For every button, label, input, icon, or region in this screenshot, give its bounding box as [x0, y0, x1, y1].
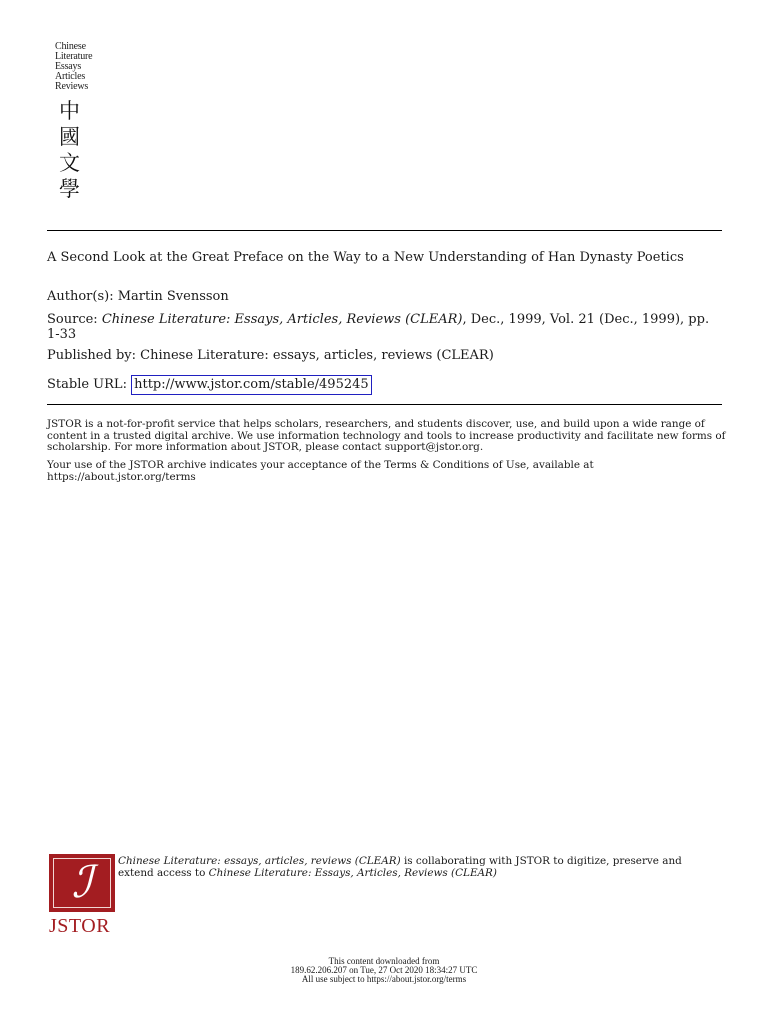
middle-divider [47, 404, 722, 405]
top-divider [47, 230, 722, 231]
publisher-name: Chinese Literature: essays, articles, reviews (CLEAR) [140, 348, 494, 363]
seal-characters [59, 98, 125, 202]
journal-logo-line: Chinese [55, 41, 86, 52]
collab-middle-text: is collaborating with JSTOR to digitize, preserve and extend access to [118, 855, 682, 879]
journal-logo-line: Literature [55, 51, 93, 62]
journal-logo-line: Essays [55, 61, 82, 72]
footer-line-3: All use subject to https://about.jstor.org/terms [301, 974, 467, 984]
journal-logo-line: Articles [55, 71, 86, 82]
download-footer [0, 957, 768, 984]
seal-char-zhong: 中 [59, 99, 80, 123]
footer-line-1: This content downloaded from [328, 956, 440, 966]
author-line [47, 289, 717, 304]
author-label: Author(s): [47, 289, 114, 304]
publisher-line [47, 348, 717, 363]
terms-notice: Your use of the JSTOR archive indicates your acceptance of the Terms & Conditions of Use, available at https://about.jstor.org/terms [47, 459, 594, 483]
jstor-mark-glyph: ℐ [71, 857, 93, 908]
jstor-mark-icon [49, 854, 115, 912]
stable-url-line [47, 375, 717, 395]
collab-journal-name: Chinese Literature: Essays, Articles, Reviews (CLEAR) [208, 866, 497, 879]
seal-char-guo: 國 [59, 125, 80, 149]
source-label: Source: [47, 312, 98, 327]
seal-char-wen: 文 [59, 151, 80, 175]
jstor-logo [49, 854, 115, 937]
article-title-text: A Second Look at the Great Preface on the Way to a New Understanding of Han Dynasty Poetics [47, 250, 684, 265]
collab-publisher-name: Chinese Literature: essays, articles, reviews (CLEAR) [118, 855, 401, 867]
author-name: Martin Svensson [117, 289, 229, 304]
source-line [47, 312, 717, 342]
seal-char-xue: 學 [59, 177, 80, 201]
source-details: , Dec., 1999, Vol. 21 (Dec., 1999), pp. 1-33 [47, 312, 710, 342]
footer-line-2: 189.62.206.207 on Tue, 27 Oct 2020 18:34:27 UTC [290, 965, 478, 975]
stable-url-link[interactable]: http://www.jstor.com/stable/495245 [131, 375, 372, 395]
jstor-about-notice: JSTOR is a not-for-profit service that helps scholars, researchers, and students discover, use, and build upon a wide range of content in a trusted digital archive. We use information technology and tools to increase productivity and facilitate new forms of scholarship. For more information about JSTOR, please contact support@jstor.org. [47, 418, 726, 454]
collaboration-statement [118, 856, 718, 879]
source-journal: Chinese Literature: Essays, Articles, Reviews (CLEAR) [101, 312, 463, 327]
journal-logo-line: Reviews [55, 81, 89, 92]
stable-url-label: Stable URL: [47, 377, 127, 392]
publisher-label: Published by: [47, 348, 136, 363]
jstor-wordmark: JSTOR [49, 915, 111, 937]
journal-logo [55, 42, 125, 202]
article-title [47, 250, 717, 265]
